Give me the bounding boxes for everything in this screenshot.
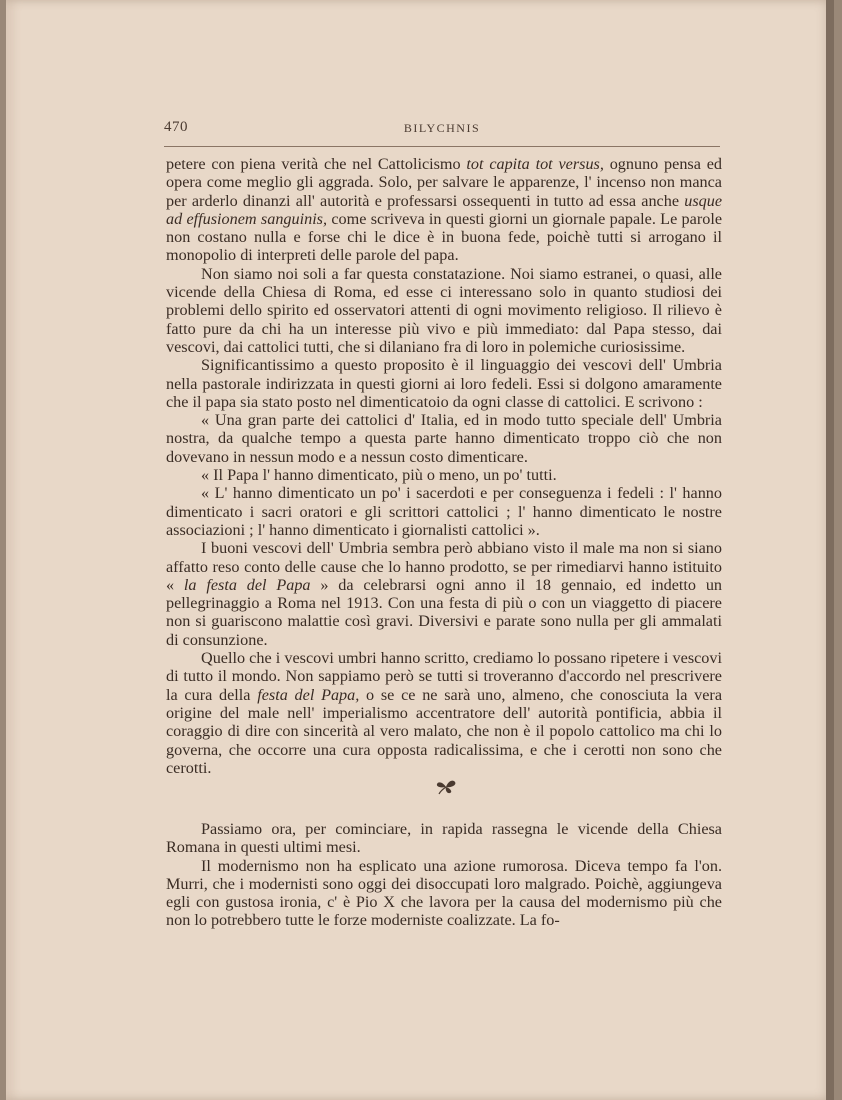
header-rule xyxy=(164,146,720,147)
page-edge xyxy=(826,0,834,1100)
quote-paragraph: « L' hanno dimenticato un po' i sacerdoti e per conseguenza i fedeli : l' hanno dimenticato i sacri oratori e gli scrittori cattolici ; l' hanno dimenticato le nostre associazioni ; l' hanno dimenticato i giornalisti cattolici ». xyxy=(166,484,722,539)
paragraph: Quello che i vescovi umbri hanno scritto, crediamo lo possano ripetere i vescovi di tutto il mondo. Non sappiamo però se tutti si troveranno d'accordo nel prescrivere la cura della festa del Papa, o se ce ne sarà uno, almeno, che conosciuta la vera origine del male nell' imperialismo accentratore dell' autorità pontificia, abbia il coraggio di dire con sincerità al vero malato, che non è il popolo cattolico ma chi lo governa, che occorre una cura opposta radicalissima, e che i cerotti non sono che cerotti. xyxy=(166,649,723,777)
page-number: 470 xyxy=(164,119,188,135)
body-text-section-1 xyxy=(166,155,722,777)
running-title: BILYCHNIS xyxy=(403,121,481,135)
paragraph: Passiamo ora, per cominciare, in rapida rassegna le vicende della Chiesa Romana in questi ultimi mesi. xyxy=(166,820,722,857)
page-header xyxy=(164,119,720,141)
paragraph: Non siamo noi soli a far questa constatazione. Noi siamo estranei, o quasi, alle vicende della Chiesa di Roma, ed esse ci interessano solo in quanto studiosi dei problemi dello spirito ed osservatori attenti di ogni movimento religioso. Il rilievo è fatto pure da chi ha un interesse più vivo e più immediato: dal Papa stesso, dai vescovi, dai cattolici tutti, che si dilaniano fra di loro in polemiche curiosissime. xyxy=(166,264,722,356)
fleuron-icon xyxy=(434,776,458,796)
paragraph: Il modernismo non ha esplicato una azione rumorosa. Diceva tempo fa l'on. Murri, che i modernisti sono oggi dei disoccupati loro malgrado. Poichè, aggiungeva egli con gustosa ironia, c' è Pio X che lavora per la causa del modernismo più che non lo potrebbero tutte le forze moderniste coalizzate. La fo- xyxy=(166,856,722,930)
paragraph: I buoni vescovi dell' Umbria sembra però abbiano visto il male ma non si siano affatto reso conto delle cause che lo hanno prodotto, se per rimediarvi hanno istituito « la festa del Papa » da celebrarsi ogni anno il 18 gennaio, ed indetto un pellegrinaggio a Roma nel 1913. Con una festa di più o con un viaggetto di piacere non si guariscono malattie così gravi. Diversivi e parate sono nulla per gli ammalati di consunzione. xyxy=(166,539,723,649)
quote-paragraph: « Una gran parte dei cattolici d' Italia, ed in modo tutto speciale dell' Umbria nostra, da qualche tempo a questa parte hanno dimenticato troppo ciò che non dovevano in nessun modo e a nessun costo dimenticare. xyxy=(166,411,722,466)
body-text-section-2 xyxy=(166,820,722,930)
quote-paragraph: « Il Papa l' hanno dimenticato, più o meno, un po' tutti. xyxy=(201,466,557,485)
paragraph: Significantissimo a questo proposito è il linguaggio dei vescovi dell' Umbria nella pastorale indirizzata in questi giorni ai loro fedeli. Essi si dolgono amaramente che il papa sia stato posto nel dimenticatoio da ogni classe di cattolici. E scrivono : xyxy=(166,356,722,411)
paragraph: petere con piena verità che nel Cattolicismo tot capita tot versus, ognuno pensa ed opera come meglio gli aggrada. Solo, per salvare le apparenze, l' incenso non manca per arderlo dinanzi all' autorità e professarsi ossequenti in tutto ad essa anche usque ad effusionem sanguinis, come scriveva in questi giorni un giornale papale. Le parole non costano nulla e forse chi le dice è in buona fede, poichè tutti si arrogano il monopolio di interpreti delle parole del papa. xyxy=(166,155,723,265)
